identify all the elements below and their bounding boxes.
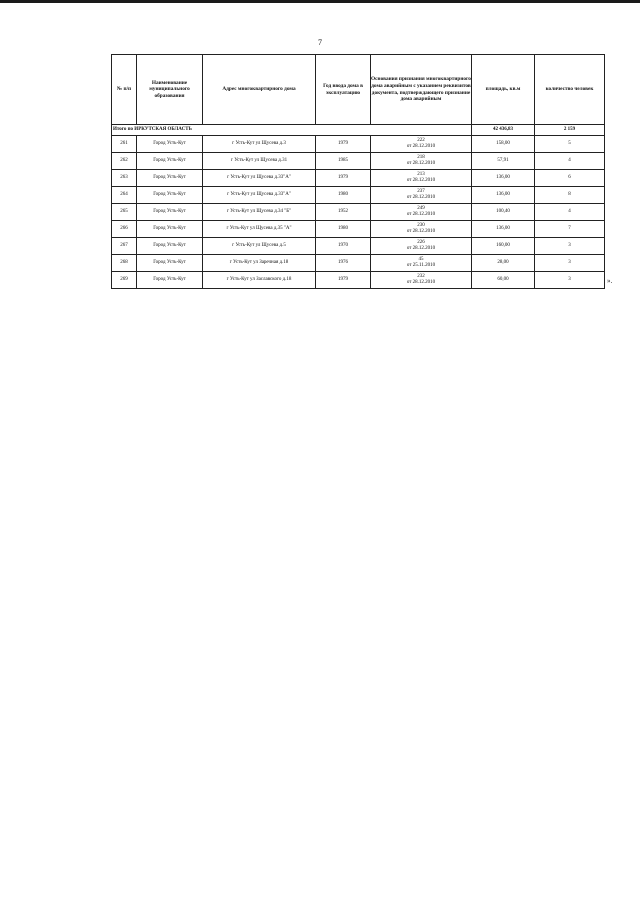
- table-row: [112, 170, 605, 187]
- row-basis-cell: [371, 187, 472, 204]
- page-number: 7: [318, 38, 322, 47]
- row-municipality-cell: Город Усть-Кут: [137, 238, 203, 255]
- row-municipality-cell: Город Усть-Кут: [137, 255, 203, 272]
- row-num-cell: 263: [112, 170, 137, 187]
- table-header-row: [112, 55, 605, 125]
- table-row: [112, 272, 605, 289]
- row-basis-cell: [371, 136, 472, 153]
- table-row: [112, 187, 605, 204]
- basis-date: от 28.12.2010: [406, 280, 436, 285]
- row-address-cell: г Усть-Кут ул Щусева д.33"А": [203, 187, 316, 204]
- row-municipality-cell: Город Усть-Кут: [137, 170, 203, 187]
- row-area-cell: 60,00: [472, 272, 535, 289]
- row-area-cell: 100,40: [472, 204, 535, 221]
- row-people-cell: 3: [535, 238, 605, 255]
- basis-date: от 25.11.2010: [406, 263, 436, 268]
- row-address-cell: г Усть-Кут ул Щусева д.34 "Б": [203, 204, 316, 221]
- basis-number: 237: [417, 188, 425, 194]
- row-year-cell: 1985: [316, 153, 371, 170]
- row-num-cell: 268: [112, 255, 137, 272]
- row-municipality-cell: Город Усть-Кут: [137, 221, 203, 238]
- row-area-cell: 136,00: [472, 187, 535, 204]
- row-people-cell: 8: [535, 187, 605, 204]
- basis-date: от 28.12.2010: [406, 195, 436, 200]
- header-address: Адрес многоквартирного дома: [203, 55, 316, 125]
- end-quote-mark: ».: [607, 277, 613, 285]
- row-address-cell: г Усть-Кут ул Щусева д.31: [203, 153, 316, 170]
- header-area: площадь, кв.м: [472, 55, 535, 125]
- row-basis-cell: [371, 170, 472, 187]
- table-row: [112, 136, 605, 153]
- header-people: количество человек: [535, 55, 605, 125]
- row-address-cell: г Усть-Кут ул Заречная д.18: [203, 255, 316, 272]
- row-year-cell: 1980: [316, 221, 371, 238]
- table-row: [112, 221, 605, 238]
- header-basis: Основания признания многоквартирного дома аварийным с указанием реквизитов документа, подтверждающего признание дома аварийным: [371, 55, 472, 125]
- table-row: [112, 255, 605, 272]
- row-people-cell: 6: [535, 170, 605, 187]
- row-people-cell: 3: [535, 272, 605, 289]
- total-label: Итого по ИРКУТСКАЯ ОБЛАСТЬ: [112, 125, 472, 136]
- row-basis-cell: [371, 221, 472, 238]
- row-basis-cell: [371, 238, 472, 255]
- header-municipality: Наименование муниципального образования: [137, 55, 203, 125]
- total-row: [112, 125, 605, 136]
- row-basis-cell: [371, 255, 472, 272]
- basis-number: 249: [417, 205, 425, 211]
- basis-number: 230: [417, 222, 425, 228]
- row-address-cell: г Усть-Кут ул Заславского д.18: [203, 272, 316, 289]
- row-municipality-cell: Город Усть-Кут: [137, 204, 203, 221]
- header-year: Год ввода дома в эксплуатацию: [316, 55, 371, 125]
- basis-number: 45: [418, 256, 424, 262]
- row-year-cell: 1979: [316, 170, 371, 187]
- row-area-cell: 57,91: [472, 153, 535, 170]
- row-num-cell: 267: [112, 238, 137, 255]
- row-area-cell: 28,00: [472, 255, 535, 272]
- row-num-cell: 266: [112, 221, 137, 238]
- row-address-cell: г Усть-Кут ул Щусева д.33"А": [203, 170, 316, 187]
- row-address-cell: г Усть-Кут ул Щусева д.5: [203, 238, 316, 255]
- emergency-housing-table: [111, 54, 605, 289]
- row-basis-cell: [371, 272, 472, 289]
- basis-number: 222: [417, 137, 425, 143]
- row-year-cell: 1979: [316, 136, 371, 153]
- row-year-cell: 1952: [316, 204, 371, 221]
- row-municipality-cell: Город Усть-Кут: [137, 187, 203, 204]
- row-municipality-cell: Город Усть-Кут: [137, 153, 203, 170]
- basis-number: 213: [417, 171, 425, 177]
- table-row: [112, 204, 605, 221]
- row-municipality-cell: Город Усть-Кут: [137, 136, 203, 153]
- table-row: [112, 238, 605, 255]
- row-area-cell: 158,00: [472, 136, 535, 153]
- row-people-cell: 5: [535, 136, 605, 153]
- basis-number: 218: [417, 154, 425, 160]
- row-area-cell: 136,00: [472, 170, 535, 187]
- row-year-cell: 1980: [316, 187, 371, 204]
- row-year-cell: 1979: [316, 272, 371, 289]
- row-people-cell: 7: [535, 221, 605, 238]
- row-num-cell: 265: [112, 204, 137, 221]
- row-address-cell: г Усть-Кут ул Щусева д.35 "А": [203, 221, 316, 238]
- row-num-cell: 264: [112, 187, 137, 204]
- total-area: 42 436,83: [472, 125, 535, 136]
- row-people-cell: 4: [535, 153, 605, 170]
- row-num-cell: 269: [112, 272, 137, 289]
- row-area-cell: 136,00: [472, 221, 535, 238]
- total-people: 2 159: [535, 125, 605, 136]
- row-year-cell: 1970: [316, 238, 371, 255]
- header-num: № п/п: [112, 55, 137, 125]
- basis-number: 226: [417, 239, 425, 245]
- table-row: [112, 153, 605, 170]
- row-area-cell: 160,00: [472, 238, 535, 255]
- scan-top-edge: [0, 0, 640, 3]
- basis-date: от 28.12.2010: [406, 178, 436, 183]
- basis-date: от 28.12.2010: [406, 161, 436, 166]
- row-num-cell: 262: [112, 153, 137, 170]
- basis-date: от 28.12.2010: [406, 212, 436, 217]
- row-year-cell: 1976: [316, 255, 371, 272]
- row-basis-cell: [371, 204, 472, 221]
- row-address-cell: г Усть-Кут ул Щусева д.3: [203, 136, 316, 153]
- basis-date: от 28.12.2010: [406, 144, 436, 149]
- basis-number: 232: [417, 273, 425, 279]
- row-people-cell: 3: [535, 255, 605, 272]
- row-basis-cell: [371, 153, 472, 170]
- row-municipality-cell: Город Усть-Кут: [137, 272, 203, 289]
- basis-date: от 28.12.2010: [406, 246, 436, 251]
- row-num-cell: 261: [112, 136, 137, 153]
- basis-date: от 28.12.2010: [406, 229, 436, 234]
- row-people-cell: 4: [535, 204, 605, 221]
